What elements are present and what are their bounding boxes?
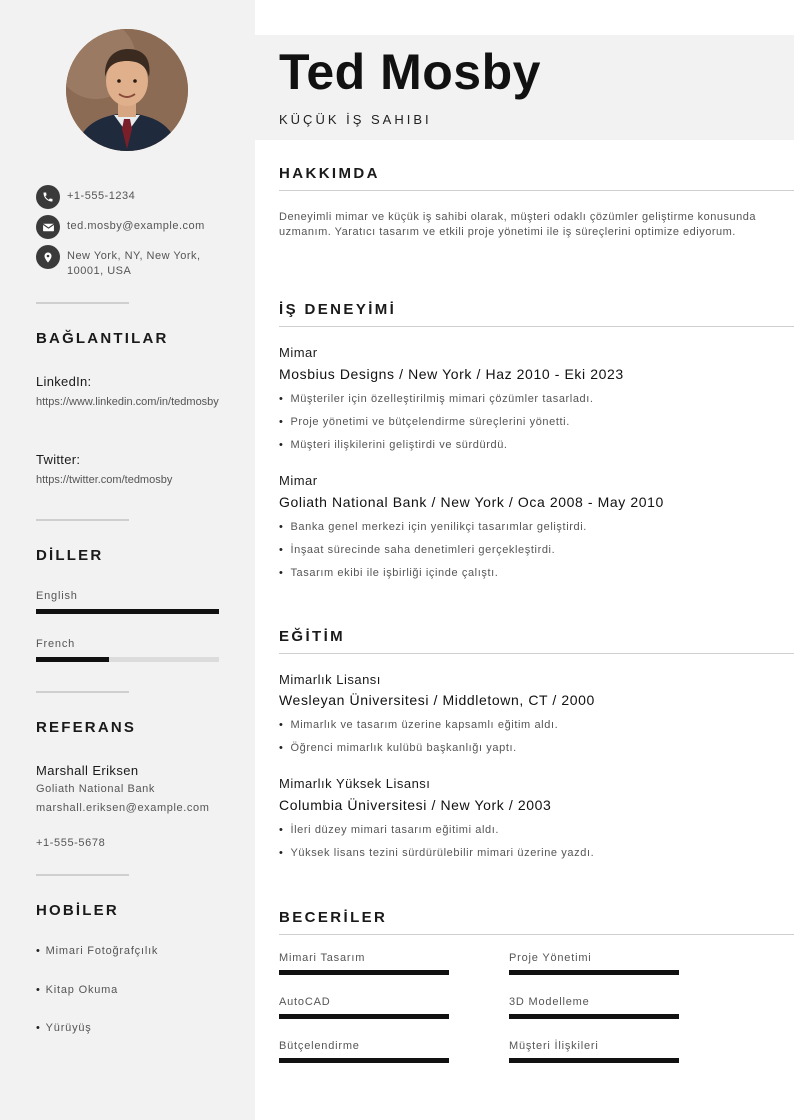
experience-bullet [279,521,587,533]
skill-name: Müşteri İlişkileri [509,1040,599,1052]
education-bullet [279,847,594,859]
experience-bullet [279,393,594,405]
email-text: ted.mosby@example.com [67,220,205,232]
language-level-bar [36,657,219,662]
reference-email[interactable]: marshall.eriksen@example.com [36,802,210,814]
bullet-icon: • [279,824,284,836]
hobby-item [36,984,118,996]
skill-level-fill [279,1058,449,1063]
sidebar-divider [36,519,129,521]
sidebar-divider [36,874,129,876]
experience-bullet [279,567,498,579]
education-degree: Mimarlık Lisansı [279,672,381,687]
linkedin-link[interactable]: https://www.linkedin.com/in/tedmosby [36,396,219,408]
skill-level-bar [279,970,449,975]
person-name: Ted Mosby [279,44,541,100]
languages-heading: DİLLER [36,547,104,564]
language-level-fill [36,609,219,614]
bullet-text: Öğrenci mimarlık kulübü başkanlığı yaptı. [290,742,517,754]
bullet-icon: • [279,719,284,731]
skill-name: Bütçelendirme [279,1040,360,1052]
education-school: Columbia Üniversitesi / New York / 2003 [279,797,552,813]
skill-level-bar [279,1014,449,1019]
education-bullet [279,824,499,836]
skill-level-fill [279,970,449,975]
phone-text: +1-555-1234 [67,190,136,202]
contact-email [36,215,205,239]
bullet-text: Tasarım ekibi ile işbirliği içinde çalıştı. [290,567,499,579]
reference-heading: REFERANS [36,719,137,736]
bullet-text: Banka genel merkezi için yenilikçi tasarımlar geliştirdi. [290,521,587,533]
bullet-icon: • [279,439,284,451]
about-heading: HAKKIMDA [279,165,380,182]
hobby-label: Kitap Okuma [45,984,119,996]
hobby-item [36,945,158,957]
bullet-text: İnşaat sürecinde saha denetimleri gerçekleştirdi. [290,544,556,556]
language-name: English [36,590,78,602]
bullet-icon: • [279,742,284,754]
experience-heading: İŞ DENEYİMİ [279,301,397,318]
experience-bullet [279,544,555,556]
contact-phone [36,185,135,209]
skill-level-bar [279,1058,449,1063]
twitter-label: Twitter: [36,452,81,467]
bullet-text: Müşteriler için özelleştirilmiş mimari çözümler tasarladı. [290,393,594,405]
skill-level-fill [279,1014,449,1019]
language-name: French [36,638,76,650]
sidebar-divider [36,691,129,693]
skill-name: Proje Yönetimi [509,952,592,964]
experience-role: Mimar [279,345,318,360]
experience-org: Goliath National Bank / New York / Oca 2008 - May 2010 [279,494,664,510]
location-pin-icon [36,245,60,269]
contact-address [36,245,201,279]
bullet-text: İleri düzey mimari tasarım eğitimi aldı. [290,824,500,836]
bullet-icon: • [36,1022,41,1034]
sidebar-divider [36,302,129,304]
experience-bullet [279,416,570,428]
language-level-bar [36,609,219,614]
mail-icon [36,215,60,239]
education-degree: Mimarlık Yüksek Lisansı [279,776,431,791]
experience-bullet [279,439,508,451]
about-text: Deneyimli mimar ve küçük iş sahibi olarak, müşteri odaklı çözümler geliştirme konusunda uzmanım. Yaratıcı tasarım ve etkili proje yönetimi ile iş süreçlerini optimize ediyorum. [279,211,756,238]
address-line-1: New York, NY, New York, [67,250,201,262]
bullet-icon: • [279,847,284,859]
experience-role: Mimar [279,473,318,488]
hobbies-heading: HOBİLER [36,902,119,919]
reference-company: Goliath National Bank [36,783,155,795]
section-rule [279,326,794,327]
avatar [66,29,188,151]
skill-level-fill [509,1058,679,1063]
reference-name: Marshall Eriksen [36,763,139,778]
skill-level-fill [509,970,679,975]
bullet-icon: • [279,544,284,556]
linkedin-label: LinkedIn: [36,374,92,389]
bullet-text: Proje yönetimi ve bütçelendirme süreçlerini yönetti. [290,416,570,428]
education-heading: EĞİTİM [279,628,346,645]
bullet-icon: • [36,945,41,957]
job-title: KÜÇÜK İŞ SAHIBI [279,112,432,127]
bullet-icon: • [279,567,284,579]
hobby-label: Mimari Fotoğrafçılık [45,945,159,957]
skill-name: 3D Modelleme [509,996,590,1008]
main-content [255,0,794,1120]
hobby-item [36,1022,92,1034]
sidebar [0,0,255,1120]
skill-name: Mimari Tasarım [279,952,366,964]
experience-org: Mosbius Designs / New York / Haz 2010 - Eki 2023 [279,366,624,382]
twitter-link[interactable]: https://twitter.com/tedmosby [36,474,173,486]
bullet-icon: • [279,416,284,428]
skill-level-bar [509,970,679,975]
education-bullet [279,719,558,731]
address-text [67,245,201,279]
address-line-2: 10001, USA [67,265,132,277]
skill-name: AutoCAD [279,996,331,1008]
links-heading: BAĞLANTILAR [36,330,169,347]
education-school: Wesleyan Üniversitesi / Middletown, CT / 2000 [279,692,595,708]
section-rule [279,190,794,191]
phone-icon [36,185,60,209]
section-rule [279,934,794,935]
skill-level-bar [509,1058,679,1063]
hobby-label: Yürüyüş [45,1022,92,1034]
bullet-text: Yüksek lisans tezini sürdürülebilir mimari üzerine yazdı. [290,847,595,859]
skills-heading: BECERİLER [279,909,388,926]
education-bullet [279,742,517,754]
bullet-icon: • [279,393,284,405]
language-level-fill [36,657,109,662]
bullet-text: Mimarlık ve tasarım üzerine kapsamlı eğitim aldı. [290,719,559,731]
skill-level-fill [509,1014,679,1019]
bullet-text: Müşteri ilişkilerini geliştirdi ve sürdürdü. [290,439,508,451]
bullet-icon: • [279,521,284,533]
bullet-icon: • [36,984,41,996]
section-rule [279,653,794,654]
skill-level-bar [509,1014,679,1019]
reference-phone: +1-555-5678 [36,837,106,849]
